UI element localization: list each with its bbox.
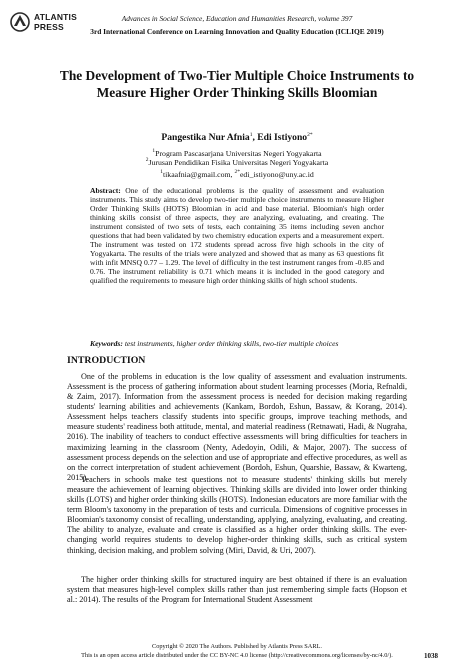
- author-list: [0, 129, 474, 144]
- body-paragraph: Teachers in schools make test questions not to measure students' thinking skills but merely measure the achievement of learning objectives. Thinking skills are divided into lower order thinking skills (LOTS) and higher order thinking skills (HOTS). Indonesian educators are more familiar with the term Bloom's taxonomy in the preparation of tests and curricula. Dimensions of cognitive processes in Bloomian's taxonomy consist of recalling, understanding, applying, analyzing, evaluating, and creating. The ability to analyze, evaluate and create is classified as a higher order thinking skills. The ever-changing world requires students to develop higher-order thinking skills, such as critical system thinking, decision making, and problem solving (Miri, David, & Uri, 2007).: [67, 475, 407, 555]
- footer-license: This is an open access article distributed under the CC BY-NC 4.0 license (http://creativecommons.org/licenses/by-nc/4.0/).: [81, 652, 393, 659]
- author-name: Edi Istiyono: [257, 132, 308, 143]
- author-affiliation-marker: 1: [249, 132, 253, 138]
- page-number: 1038: [424, 652, 438, 660]
- section-heading: INTRODUCTION: [67, 355, 146, 366]
- author-emails: [0, 167, 474, 180]
- body-paragraph: The higher order thinking skills for structured inquiry are best obtained if there is an evaluation system that measures high-level complex skills rather than just remembering simple facts (Hopson et al.: 2014). The results of the Program for International Student Assessment: [67, 575, 407, 605]
- abstract: [90, 186, 384, 286]
- affiliation-marker: 1: [152, 148, 156, 154]
- footer-copyright: Copyright © 2020 The Authors. Published by Atlantis Press SARL.: [152, 643, 322, 650]
- affiliation-text: Jurusan Pendidikan Fisika Universitas Negeri Yogyakarta: [148, 158, 329, 167]
- abstract-text: One of the educational problems is the quality of assessment and evaluation instruments. This study aims to develop two-tier multiple choice instruments to measure Higher Order Thinking Skills (HOTS) Bloomian in acid and base material. Bloomian's high order thinking skills consist of three aspects, they are analyzing, evaluating, and creating. The instrument consisted of two sets of tests, each containing 35 items including seven anchor questions that had been validated by two chemistry education experts and a measurement expert. The instrument was tested on 172 students spread across five high schools in the city of Yogyakarta. The results of the trials were analyzed and showed that as many as 63 questions fit with infit MNSQ 0.77 – 1.29. The level of difficulty in the test instrument ranges from -0.85 and 0.76. The instrument reliability is 0.71 which means it is included in the good category and qualified the requirements to measure high order thinking skills of high school students.: [90, 186, 384, 286]
- affiliation-text: Program Pascasarjana Universitas Negeri Yogyakarta: [155, 149, 322, 158]
- conference-name: 3rd International Conference on Learning Innovation and Quality Education (ICLIQE 2019): [90, 27, 384, 36]
- journal-name: Advances in Social Science, Education and Humanities Research, volume 397: [121, 14, 353, 23]
- email-text: edi_istiyono@uny.ac.id: [239, 170, 314, 179]
- logo-text-line2: PRESS: [34, 22, 64, 32]
- paper-title: The Development of Two-Tier Multiple Choice Instruments to Measure Higher Order Thinking Skills Bloomian: [59, 68, 415, 100]
- affiliation-marker: 2: [145, 157, 149, 163]
- logo-text-line1: ATLANTIS: [34, 12, 77, 22]
- abstract-label: Abstract:: [90, 186, 121, 195]
- keywords-label: Keywords:: [90, 339, 123, 348]
- author-separator: ,: [252, 132, 258, 143]
- keywords-text: test instruments, higher order thinking skills, two-tier multiple choices: [124, 339, 339, 348]
- email-marker: 1: [160, 169, 163, 175]
- author-name: Pangestika Nur Afnia: [161, 132, 250, 143]
- author-affiliation-marker: 2*: [307, 132, 313, 138]
- email-marker: 2*: [234, 169, 240, 175]
- keywords: [90, 339, 384, 348]
- body-paragraph: One of the problems in education is the low quality of assessment and evaluation instruments. Assessment is the process of gathering information about student learning processes (Moria, Refnaldi, & Zaim, 2017). Information from the assessment process is needed for decision making regarding students' learning abilities and achievements (Kankam, Bordoh, Eshun, Bassaw, & Korang, 2014). Assessment helps teachers classify students into specific groups, improve teaching methods, and measure students' readiness both attitude, mental, and material readiness (Retnawati, Hadi, & Nugraha, 2016). The inability of teachers to conduct effective assessments will bring difficulties for teachers in maximizing learning in the classroom (Nenty, Adedoyin, Odili, & Major, 2007). The success of assessment process depends on the selection and use of appropriate and effective procedures, as well as on the correct interpretation of student achievement (Bordoh, Eshun, Quarshie, Bassaw, & Kwarteng, 2015).: [67, 372, 407, 482]
- email-text: tikaafnia@gmail.com,: [162, 170, 235, 179]
